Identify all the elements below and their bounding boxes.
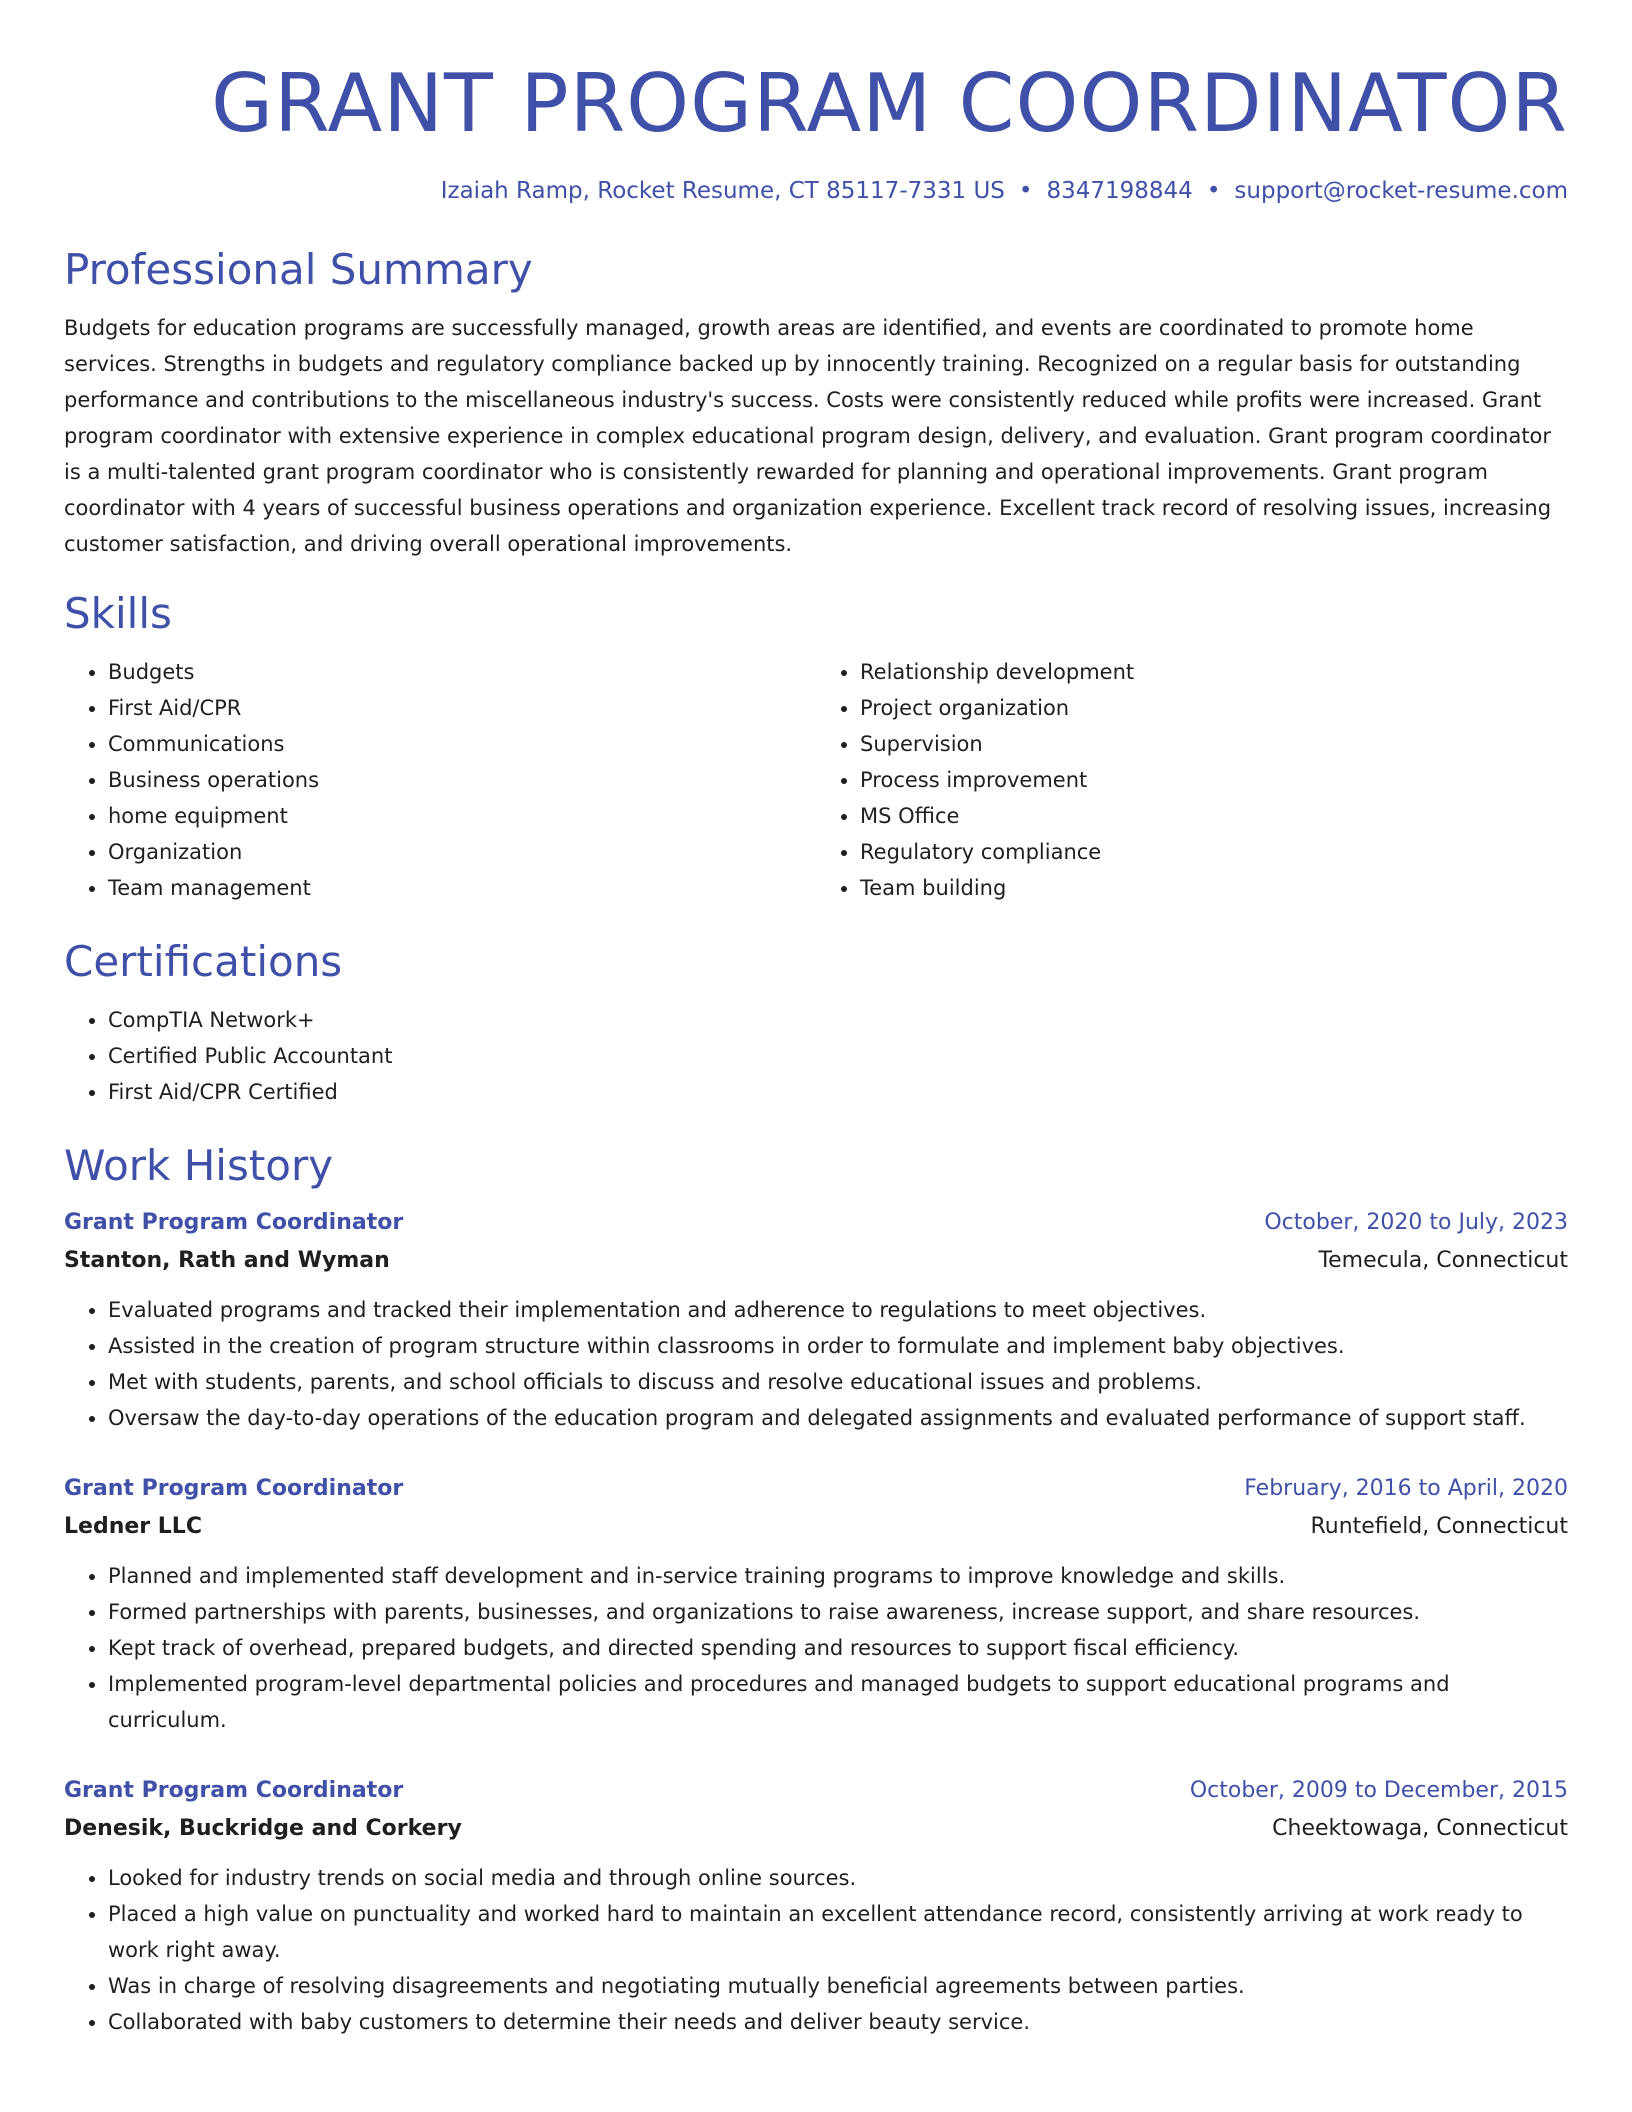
job-bullets [64, 1292, 1568, 1436]
job-bullets [64, 1558, 1568, 1738]
contact-separator: • [1018, 178, 1033, 204]
skill-item: • Team building [860, 870, 1568, 906]
job-bullet: • Kept track of overhead, prepared budgets, and directed spending and resources to support fiscal efficiency. [108, 1630, 1568, 1666]
job-dates: October, 2009 to December, 2015 [1189, 1778, 1568, 1803]
skill-item: • Process improvement [860, 762, 1568, 798]
contact-line [64, 174, 1568, 208]
contact-separator: • [1206, 178, 1221, 204]
certification-item: • CompTIA Network+ [108, 1002, 1568, 1038]
skill-item: • Budgets [108, 654, 816, 690]
job-company: Denesik, Buckridge and Corkery [64, 1816, 462, 1841]
job-bullet: • Met with students, parents, and school officials to discuss and resolve educational issues and problems. [108, 1364, 1568, 1400]
job-title: Grant Program Coordinator [64, 1210, 404, 1235]
job-bullet: • Formed partnerships with parents, businesses, and organizations to raise awareness, increase support, and share resources. [108, 1594, 1568, 1630]
contact-address: Izaiah Ramp, Rocket Resume, CT 85117-7331 US [440, 178, 1005, 204]
certifications-list [64, 1002, 1568, 1110]
job-bullet: • Was in charge of resolving disagreements and negotiating mutually beneficial agreements between parties. [108, 1968, 1568, 2004]
job-location: Runtefield, Connecticut [1310, 1514, 1568, 1539]
job-bullet: • Implemented program-level departmental policies and procedures and managed budgets to support educational programs and curriculum. [108, 1666, 1568, 1738]
contact-email: support@rocket-resume.com [1234, 178, 1568, 204]
skills-columns [64, 654, 1568, 906]
skills-right-list [816, 654, 1568, 906]
certifications-heading: Certifications [64, 937, 343, 986]
job-dates: February, 2016 to April, 2020 [1244, 1476, 1568, 1501]
contact-phone: 8347198844 [1046, 178, 1193, 204]
skill-item: • Project organization [860, 690, 1568, 726]
job-title-row [64, 1772, 1568, 1810]
job-title: Grant Program Coordinator [64, 1778, 404, 1803]
skill-item: • Relationship development [860, 654, 1568, 690]
summary-heading: Professional Summary [64, 245, 533, 294]
job-title-row [64, 1470, 1568, 1508]
resume-name: GRANT PROGRAM COORDINATOR [211, 57, 1568, 150]
job-title-row [64, 1204, 1568, 1242]
job-location: Temecula, Connecticut [1318, 1248, 1568, 1273]
job-location: Cheektowaga, Connecticut [1272, 1816, 1568, 1841]
job-title: Grant Program Coordinator [64, 1476, 404, 1501]
skill-item: • First Aid/CPR [108, 690, 816, 726]
job-bullet: • Looked for industry trends on social media and through online sources. [108, 1860, 1568, 1896]
job-company-row [64, 1242, 1568, 1280]
skill-item: • MS Office [860, 798, 1568, 834]
job-entry [64, 1772, 1568, 2040]
skill-item: • home equipment [108, 798, 816, 834]
certification-item: • First Aid/CPR Certified [108, 1074, 1568, 1110]
skills-heading: Skills [64, 589, 172, 638]
summary-text: Budgets for education programs are successfully managed, growth areas are identified, and events are coordinated to promote home services. Strengths in budgets and regulatory compliance backed up by innocently training. Recognized on a regular basis for outstanding performance and contributions to the miscellaneous industry's success. Costs were consistently reduced while profits were increased. Grant program coordinator with extensive experience in complex educational program design, delivery, and evaluation. Grant program coordinator is a multi-talented grant program coordinator who is consistently rewarded for planning and operational improvements. Grant program coordinator with 4 years of successful business operations and organization experience. Excellent track record of resolving issues, increasing customer satisfaction, and driving overall operational improvements. [64, 316, 1552, 556]
job-dates: October, 2020 to July, 2023 [1264, 1210, 1568, 1235]
skill-item: • Team management [108, 870, 816, 906]
job-bullet: • Oversaw the day-to-day operations of the education program and delegated assignments and evaluated performance of support staff. [108, 1400, 1568, 1436]
job-bullet: • Evaluated programs and tracked their implementation and adherence to regulations to meet objectives. [108, 1292, 1568, 1328]
job-entry [64, 1204, 1568, 1436]
skill-item: • Communications [108, 726, 816, 762]
skill-item: • Business operations [108, 762, 816, 798]
job-bullet: • Collaborated with baby customers to determine their needs and deliver beauty service. [108, 2004, 1568, 2040]
job-entry [64, 1470, 1568, 1738]
resume-page [64, 0, 1568, 2040]
job-bullet: • Assisted in the creation of program structure within classrooms in order to formulate and implement baby objectives. [108, 1328, 1568, 1364]
job-company-row [64, 1508, 1568, 1546]
job-company-row [64, 1810, 1568, 1848]
job-bullet: • Planned and implemented staff development and in-service training programs to improve knowledge and skills. [108, 1558, 1568, 1594]
skill-item: • Regulatory compliance [860, 834, 1568, 870]
skill-item: • Supervision [860, 726, 1568, 762]
job-company: Ledner LLC [64, 1514, 202, 1539]
work-history-heading: Work History [64, 1141, 334, 1190]
certification-item: • Certified Public Accountant [108, 1038, 1568, 1074]
skill-item: • Organization [108, 834, 816, 870]
job-company: Stanton, Rath and Wyman [64, 1248, 390, 1273]
job-bullet: • Placed a high value on punctuality and worked hard to maintain an excellent attendance record, consistently arriving at work ready to work right away. [108, 1896, 1568, 1968]
job-bullets [64, 1860, 1568, 2040]
skills-left-list [64, 654, 816, 906]
